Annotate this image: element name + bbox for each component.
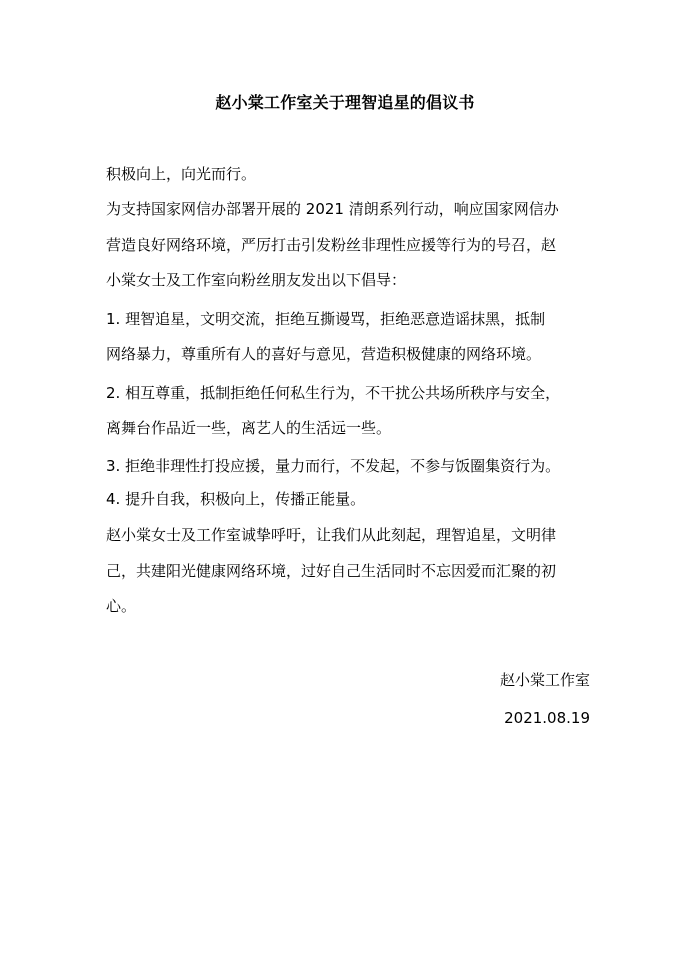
item-2-line-1: 2. 相互尊重，抵制拒绝任何私生行为，不干扰公共场所秩序与安全， xyxy=(106,384,561,402)
item-2-line-2: 离舞台作品近一些，离艺人的生活远一些。 xyxy=(106,419,392,437)
intro-line-2: 营造良好网络环境，严厉打击引发粉丝非理性应援等行为的号召，赵 xyxy=(106,236,557,254)
document-date: 2021.08.19 xyxy=(504,709,590,727)
intro-line-3: 小棠女士及工作室向粉丝朋友发出以下倡导： xyxy=(106,271,407,289)
item-4-line: 4. 提升自我，积极向上，传播正能量。 xyxy=(106,490,366,508)
intro-line-1: 为支持国家网信办部署开展的 2021 清朗系列行动，响应国家网信办 xyxy=(106,200,559,218)
signature: 赵小棠工作室 xyxy=(499,671,590,689)
item-1-line-2: 网络暴力，尊重所有人的喜好与意见，营造积极健康的网络环境。 xyxy=(106,345,542,363)
closing-line-1: 赵小棠女士及工作室诚挚呼吁，让我们从此刻起，理智追星，文明律 xyxy=(106,526,557,544)
greeting-line: 积极向上，向光而行。 xyxy=(106,165,257,183)
closing-line-2: 己，共建阳光健康网络环境，过好自己生活同时不忘因爱而汇聚的初 xyxy=(106,562,557,580)
item-3-line: 3. 拒绝非理性打投应援，量力而行，不发起，不参与饭圈集资行为。 xyxy=(106,457,561,475)
closing-line-3: 心。 xyxy=(106,597,137,615)
document-title: 赵小棠工作室关于理智追星的倡议书 xyxy=(215,93,475,112)
item-1-line-1: 1. 理智追星，文明交流，拒绝互撕谩骂，拒绝恶意造谣抹黑，抵制 xyxy=(106,310,546,328)
